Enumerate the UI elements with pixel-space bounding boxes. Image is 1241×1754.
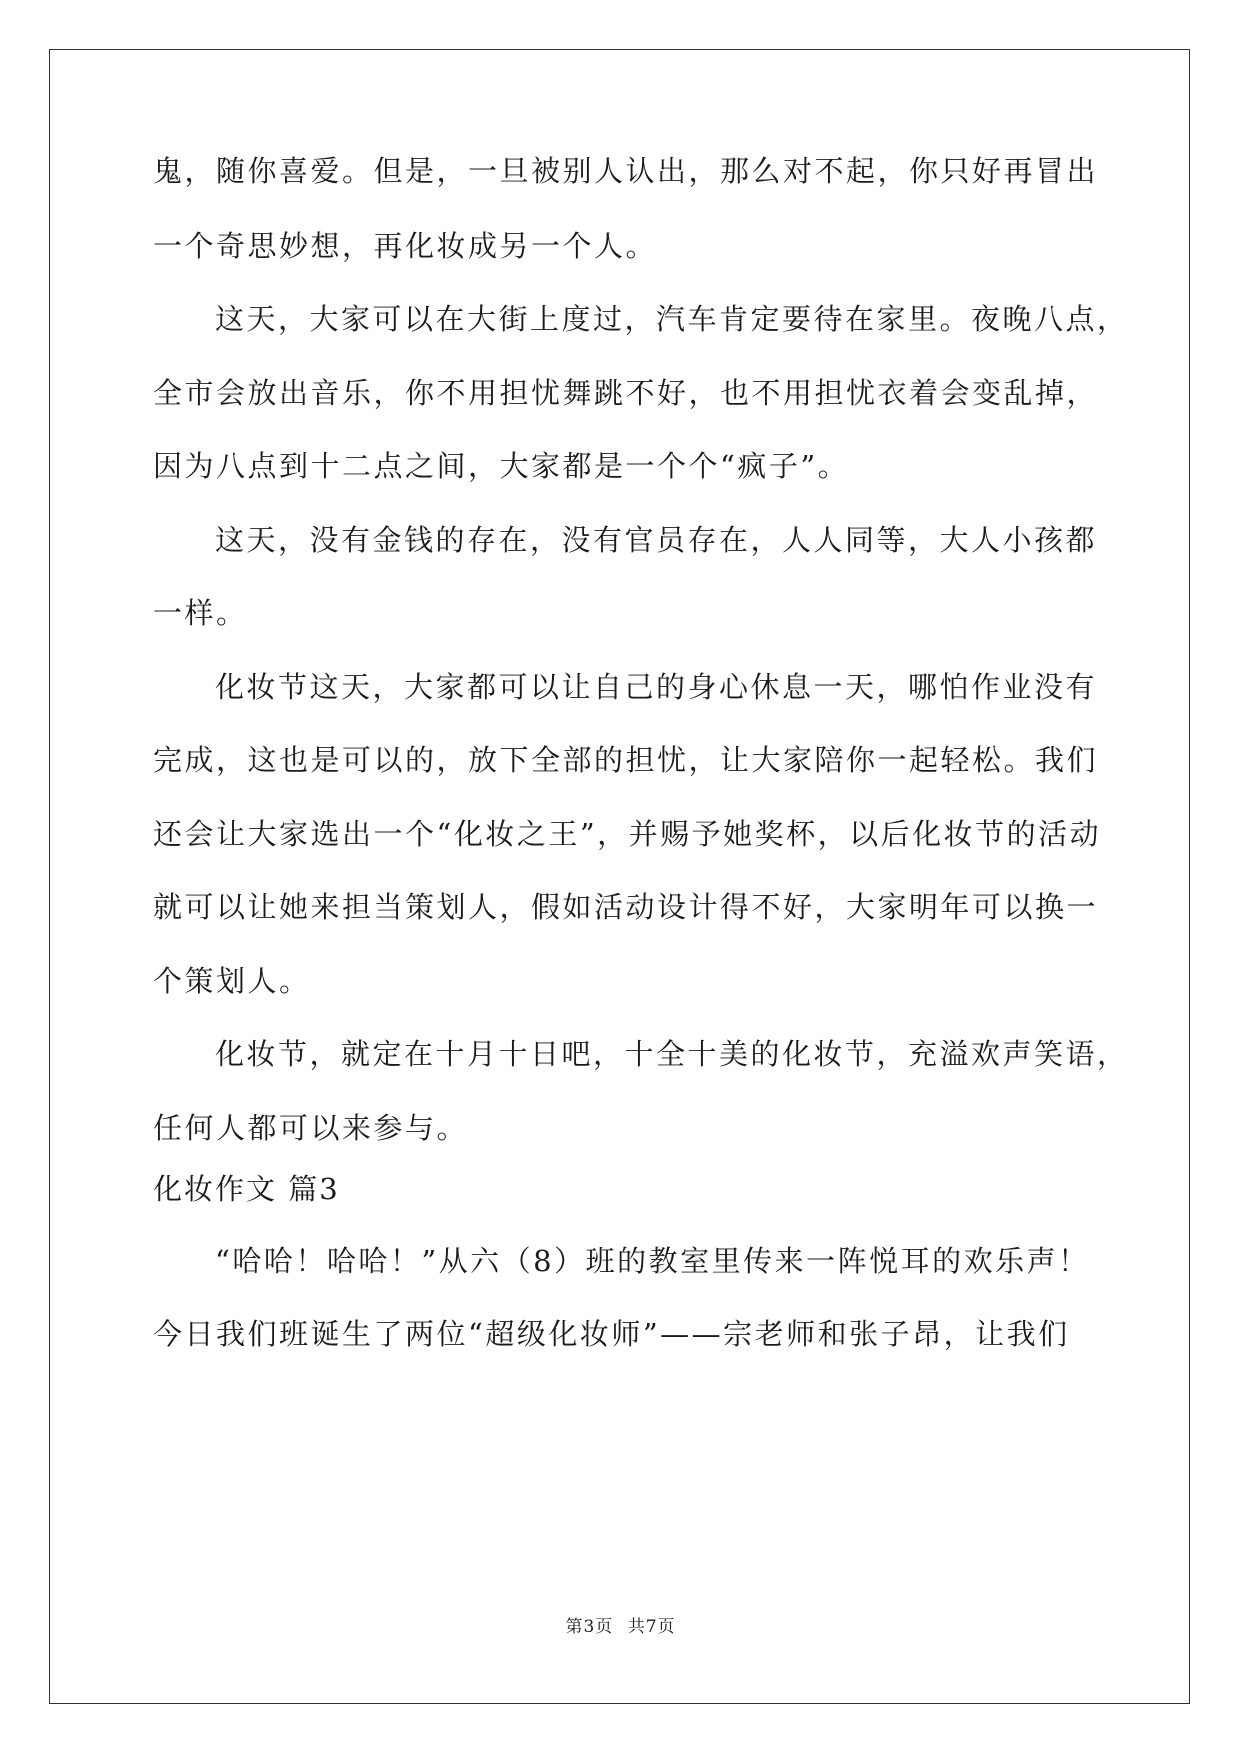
paragraph-line-15: “哈哈！哈哈！”从六（8）班的教室里传来一阵悦耳的欢乐声！: [215, 1244, 1090, 1278]
paragraph-line-14: 任何人都可以来参与。: [153, 1111, 469, 1145]
paragraph-line-7: 一样。: [153, 596, 248, 630]
paragraph-line-9: 完成，这也是可以的，放下全部的担忧，让大家陪你一起轻松。我们: [153, 743, 1099, 777]
paragraph-line-10: 还会让大家选出一个“化妆之王”，并赐予她奖杯，以后化妆节的活动: [153, 817, 1102, 851]
paragraph-line-5: 因为八点到十二点之间，大家都是一个个“疯子”。: [153, 449, 850, 483]
page-footer: [0, 1616, 1241, 1638]
paragraph-line-3: 这天，大家可以在大街上度过，汽车肯定要待在家里。夜晚八点，: [215, 302, 1129, 336]
page-border: [49, 49, 1190, 1704]
paragraph-line-11: 就可以让她来担当策划人，假如活动设计得不好，大家明年可以换一: [153, 890, 1099, 924]
paragraph-line-6: 这天，没有金钱的存在，没有官员存在，人人同等，大人小孩都: [215, 523, 1098, 557]
page-number-current: 第3页: [565, 1617, 614, 1637]
section-heading: 化妆作文 篇3: [153, 1172, 340, 1206]
paragraph-line-12: 个策划人。: [153, 964, 311, 998]
paragraph-line-4: 全市会放出音乐，你不用担忧舞跳不好，也不用担忧衣着会变乱掉，: [153, 376, 1099, 410]
page-number-total: 共7页: [627, 1617, 676, 1637]
paragraph-line-13: 化妆节，就定在十月十日吧，十全十美的化妆节，充溢欢声笑语，: [215, 1037, 1129, 1071]
paragraph-line-2: 一个奇思妙想，再化妆成另一个人。: [153, 229, 658, 263]
paragraph-line-8: 化妆节这天，大家都可以让自己的身心休息一天，哪怕作业没有: [215, 670, 1098, 704]
paragraph-line-16: 今日我们班诞生了两位“超级化妆师”——宗老师和张子昂，让我们: [153, 1317, 1070, 1351]
paragraph-line-1: 鬼，随你喜爱。但是，一旦被别人认出，那么对不起，你只好再冒出: [153, 154, 1099, 188]
